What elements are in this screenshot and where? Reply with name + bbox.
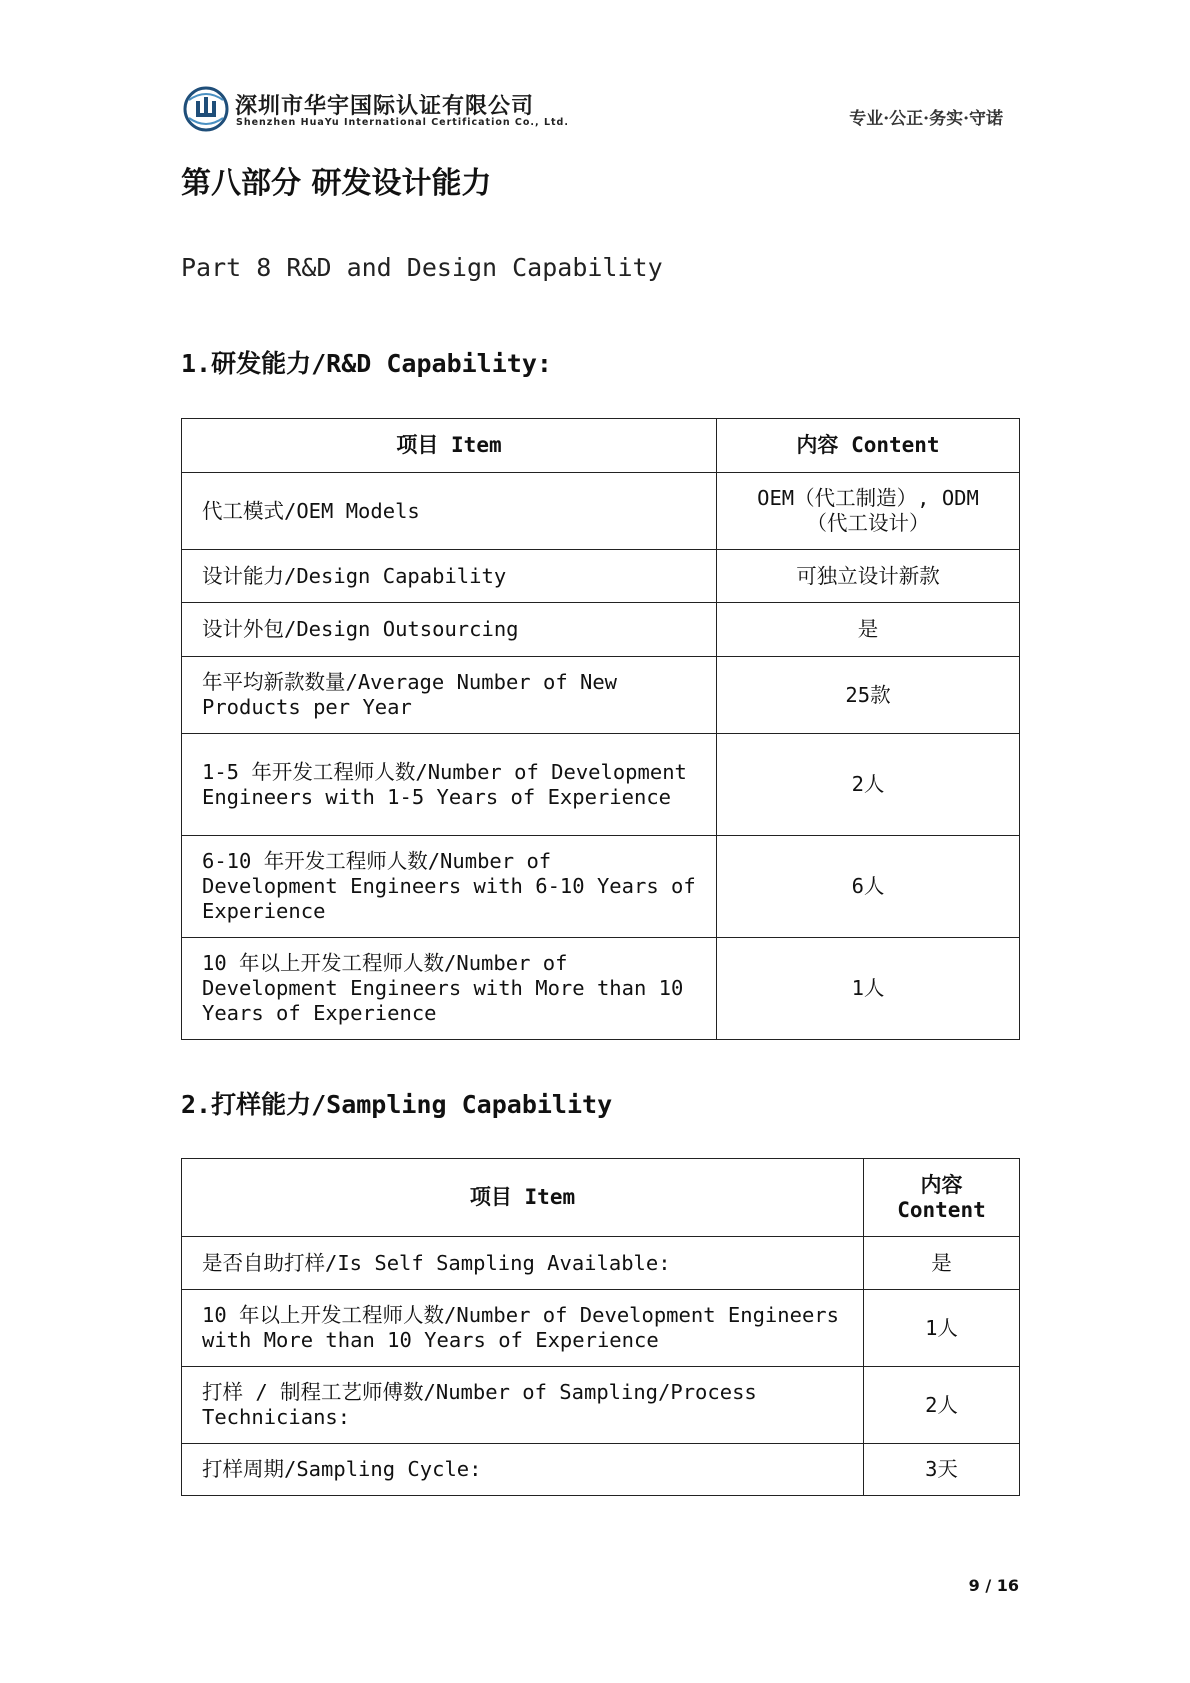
content-header: 内容 Content [864,1159,1020,1237]
table-row [182,1237,1020,1290]
row-item: 1-5 年开发工程师人数/Number of Development Engineers with 1-5 Years of Experience [182,734,717,836]
table-row [182,1367,1020,1444]
table-row [182,734,1020,836]
row-item: 10 年以上开发工程师人数/Number of Development Engineers with More than 10 Years of Experience [182,938,717,1040]
sampling-section-title: 2.打样能力/Sampling Capability [181,1090,613,1119]
row-item: 设计能力/Design Capability [182,550,717,603]
table-header-row [182,419,1020,473]
content-header: 内容 Content [717,419,1020,473]
globe-logo-icon [183,86,229,132]
row-content: 2人 [717,734,1020,836]
row-content: 2人 [864,1367,1020,1444]
rd-section-title: 1.研发能力/R&D Capability: [181,349,552,378]
row-content: 25款 [717,657,1020,734]
company-slogan: 专业·公正·务实·守诺 [849,109,1003,129]
sampling-capability-table [181,1158,1020,1496]
row-content: OEM（代工制造）, ODM（代工设计） [717,473,1020,550]
row-item: 设计外包/Design Outsourcing [182,603,717,657]
table-header-row [182,1159,1020,1237]
item-header: 项目 Item [182,1159,864,1237]
row-content: 6人 [717,836,1020,938]
row-content: 1人 [864,1290,1020,1367]
row-content: 3天 [864,1444,1020,1496]
table-row [182,938,1020,1040]
table-row [182,473,1020,550]
company-name-en: Shenzhen HuaYu International Certification Co., Ltd. [236,117,569,128]
page-header [183,86,1023,136]
row-item: 打样周期/Sampling Cycle: [182,1444,864,1496]
item-header: 项目 Item [182,419,717,473]
table-row [182,550,1020,603]
rd-capability-table [181,418,1020,1040]
part-title-en: Part 8 R&D and Design Capability [181,253,663,282]
row-content: 是 [864,1237,1020,1290]
page-number: 9 / 16 [968,1576,1019,1595]
table-row [182,1290,1020,1367]
row-content: 是 [717,603,1020,657]
row-content: 可独立设计新款 [717,550,1020,603]
company-name-cn: 深圳市华宇国际认证有限公司 [235,94,535,119]
part-title-cn: 第八部分 研发设计能力 [181,166,492,201]
table-row [182,603,1020,657]
table-row [182,1444,1020,1496]
table-row [182,836,1020,938]
row-item: 6-10 年开发工程师人数/Number of Development Engineers with 6-10 Years of Experience [182,836,717,938]
row-item: 代工模式/OEM Models [182,473,717,550]
row-item: 是否自助打样/Is Self Sampling Available: [182,1237,864,1290]
row-item: 年平均新款数量/Average Number of New Products per Year [182,657,717,734]
row-item: 10 年以上开发工程师人数/Number of Development Engineers with More than 10 Years of Experience [182,1290,864,1367]
row-item: 打样 / 制程工艺师傅数/Number of Sampling/Process Technicians: [182,1367,864,1444]
row-content: 1人 [717,938,1020,1040]
table-row [182,657,1020,734]
